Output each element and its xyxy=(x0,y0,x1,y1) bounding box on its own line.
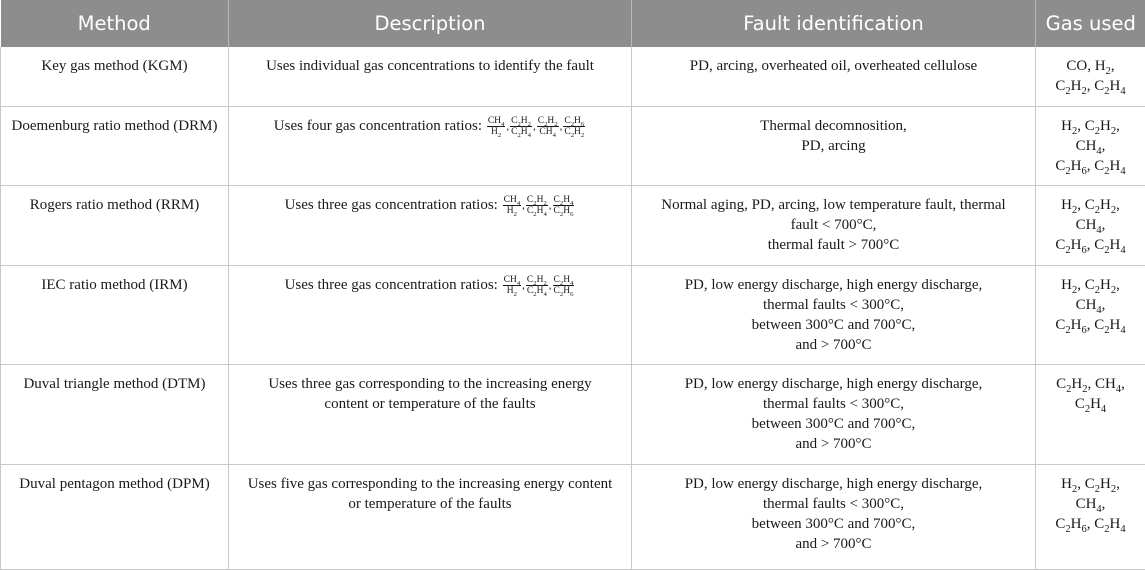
cell-line: PD, arcing xyxy=(638,136,1029,156)
header-fault-identification: Fault identification xyxy=(632,0,1036,47)
description-cell xyxy=(229,464,632,569)
header-row xyxy=(1,0,1145,47)
gas-cell xyxy=(1036,265,1145,364)
description-cell xyxy=(229,47,632,106)
ratio-fraction: $\frac{CH_4}{H_2}$ xyxy=(503,275,522,296)
cell-line: between 300°C and 700°C, xyxy=(638,414,1029,434)
cell-line: $H_2$, $C_2H_2$, xyxy=(1042,474,1139,494)
fault-cell xyxy=(632,464,1036,569)
method-cell: IEC ratio method (IRM) xyxy=(1,265,229,364)
table-row xyxy=(1,464,1145,569)
gas-cell xyxy=(1036,106,1145,185)
cell-line: thermal faults < 300°C, xyxy=(638,494,1029,514)
cell-line: thermal faults < 300°C, xyxy=(638,394,1029,414)
table-row xyxy=(1,47,1145,106)
cell-line: $CH_4$, xyxy=(1042,215,1139,235)
gas-cell xyxy=(1036,185,1145,265)
cell-line: and > 700°C xyxy=(638,534,1029,554)
fault-cell xyxy=(632,185,1036,265)
cell-line: and > 700°C xyxy=(638,335,1029,355)
ratio-fraction: $\frac{C_2H_6}{C_2H_2}$ xyxy=(563,116,585,137)
description-text: Uses three gas concentration ratios: xyxy=(285,197,502,213)
description-cell xyxy=(229,364,632,464)
cell-line: $H_2$, $C_2H_2$, xyxy=(1042,116,1139,136)
ratio-fraction: $\frac{C_2H_2}{C_2H_4}$ xyxy=(526,275,548,296)
cell-line: $C_2H_6$, $C_2H_4$ xyxy=(1042,235,1139,255)
ratio-fraction: $\frac{C_2H_4}{C_2H_6}$ xyxy=(553,275,575,296)
cell-line: PD, arcing, overheated oil, overheated cellulose xyxy=(638,56,1029,76)
description-text: Uses four gas concentration ratios: xyxy=(274,118,486,134)
description-cell: Uses three gas concentration ratios: $\frac{CH_4}{H_2}$ , $\frac{C_2H_2}{C_2H_4}$ , $\frac{C_2H_4}{C_2H_6}$ xyxy=(229,265,632,364)
cell-line: or temperature of the faults xyxy=(235,494,625,514)
description-text: Uses three gas concentration ratios: xyxy=(285,277,502,293)
table-row xyxy=(1,265,1145,364)
gas-cell xyxy=(1036,47,1145,106)
cell-line: $CH_4$, xyxy=(1042,136,1139,156)
cell-line: Thermal decomnosition, xyxy=(638,116,1029,136)
cell-line: PD, low energy discharge, high energy discharge, xyxy=(638,275,1029,295)
cell-line: $C_2H_6$, $C_2H_4$ xyxy=(1042,514,1139,534)
fault-cell xyxy=(632,47,1036,106)
header-method: Method xyxy=(1,0,229,47)
cell-line: fault < 700°C, xyxy=(638,215,1029,235)
cell-line: thermal faults < 300°C, xyxy=(638,295,1029,315)
cell-line: CO, $H_2$, xyxy=(1042,56,1139,76)
ratio-fraction: $\frac{C_2H_2}{C_2H_4}$ xyxy=(526,195,548,216)
ratio-fraction: $\frac{C_2H_4}{C_2H_6}$ xyxy=(553,195,575,216)
method-cell: Duval pentagon method (DPM) xyxy=(1,464,229,569)
table-row xyxy=(1,185,1145,265)
header-gas-used: Gas used xyxy=(1036,0,1145,47)
method-cell: Key gas method (KGM) xyxy=(1,47,229,106)
cell-line: $H_2$, $C_2H_2$, xyxy=(1042,275,1139,295)
cell-line: $C_2H_6$, $C_2H_4$ xyxy=(1042,315,1139,335)
cell-line: Uses three gas corresponding to the increasing energy xyxy=(235,374,625,394)
cell-line: $C_2H_6$, $C_2H_4$ xyxy=(1042,156,1139,176)
fault-cell xyxy=(632,364,1036,464)
cell-line: $C_2H_2$, $C_2H_4$ xyxy=(1042,76,1139,96)
cell-line: Uses individual gas concentrations to identify the fault xyxy=(235,56,625,76)
cell-line: and > 700°C xyxy=(638,434,1029,454)
gas-cell xyxy=(1036,364,1145,464)
gas-cell xyxy=(1036,464,1145,569)
cell-line: PD, low energy discharge, high energy discharge, xyxy=(638,374,1029,394)
method-cell: Doemenburg ratio method (DRM) xyxy=(1,106,229,185)
fault-cell xyxy=(632,265,1036,364)
method-cell: Rogers ratio method (RRM) xyxy=(1,185,229,265)
fault-cell xyxy=(632,106,1036,185)
cell-line: Normal aging, PD, arcing, low temperature fault, thermal xyxy=(638,195,1029,215)
cell-line: $C_2H_2$, $CH_4$, xyxy=(1042,374,1139,394)
cell-line: thermal fault > 700°C xyxy=(638,235,1029,255)
cell-line: between 300°C and 700°C, xyxy=(638,514,1029,534)
cell-line: $C_2H_4$ xyxy=(1042,394,1139,414)
header-description: Description xyxy=(229,0,632,47)
table-row xyxy=(1,364,1145,464)
cell-line: $CH_4$, xyxy=(1042,494,1139,514)
description-cell: Uses four gas concentration ratios: $\frac{CH_4}{H_2}$ , $\frac{C_2H_2}{C_2H_4}$ , $\frac{C_2H_2}{CH_4}$ , $\frac{C_2H_6}{C_2H_2}$ xyxy=(229,106,632,185)
method-cell: Duval triangle method (DTM) xyxy=(1,364,229,464)
cell-line: Uses five gas corresponding to the increasing energy content xyxy=(235,474,625,494)
table-row xyxy=(1,106,1145,185)
ratio-fraction: $\frac{C_2H_2}{C_2H_4}$ xyxy=(510,116,532,137)
ratio-fraction: $\frac{C_2H_2}{CH_4}$ xyxy=(537,116,559,137)
cell-line: $H_2$, $C_2H_2$, xyxy=(1042,195,1139,215)
cell-line: content or temperature of the faults xyxy=(235,394,625,414)
ratio-fraction: $\frac{CH_4}{H_2}$ xyxy=(487,116,506,137)
cell-line: between 300°C and 700°C, xyxy=(638,315,1029,335)
ratio-fraction: $\frac{CH_4}{H_2}$ xyxy=(503,195,522,216)
description-cell: Uses three gas concentration ratios: $\frac{CH_4}{H_2}$ , $\frac{C_2H_2}{C_2H_4}$ , $\frac{C_2H_4}{C_2H_6}$ xyxy=(229,185,632,265)
cell-line: PD, low energy discharge, high energy discharge, xyxy=(638,474,1029,494)
cell-line: $CH_4$, xyxy=(1042,295,1139,315)
